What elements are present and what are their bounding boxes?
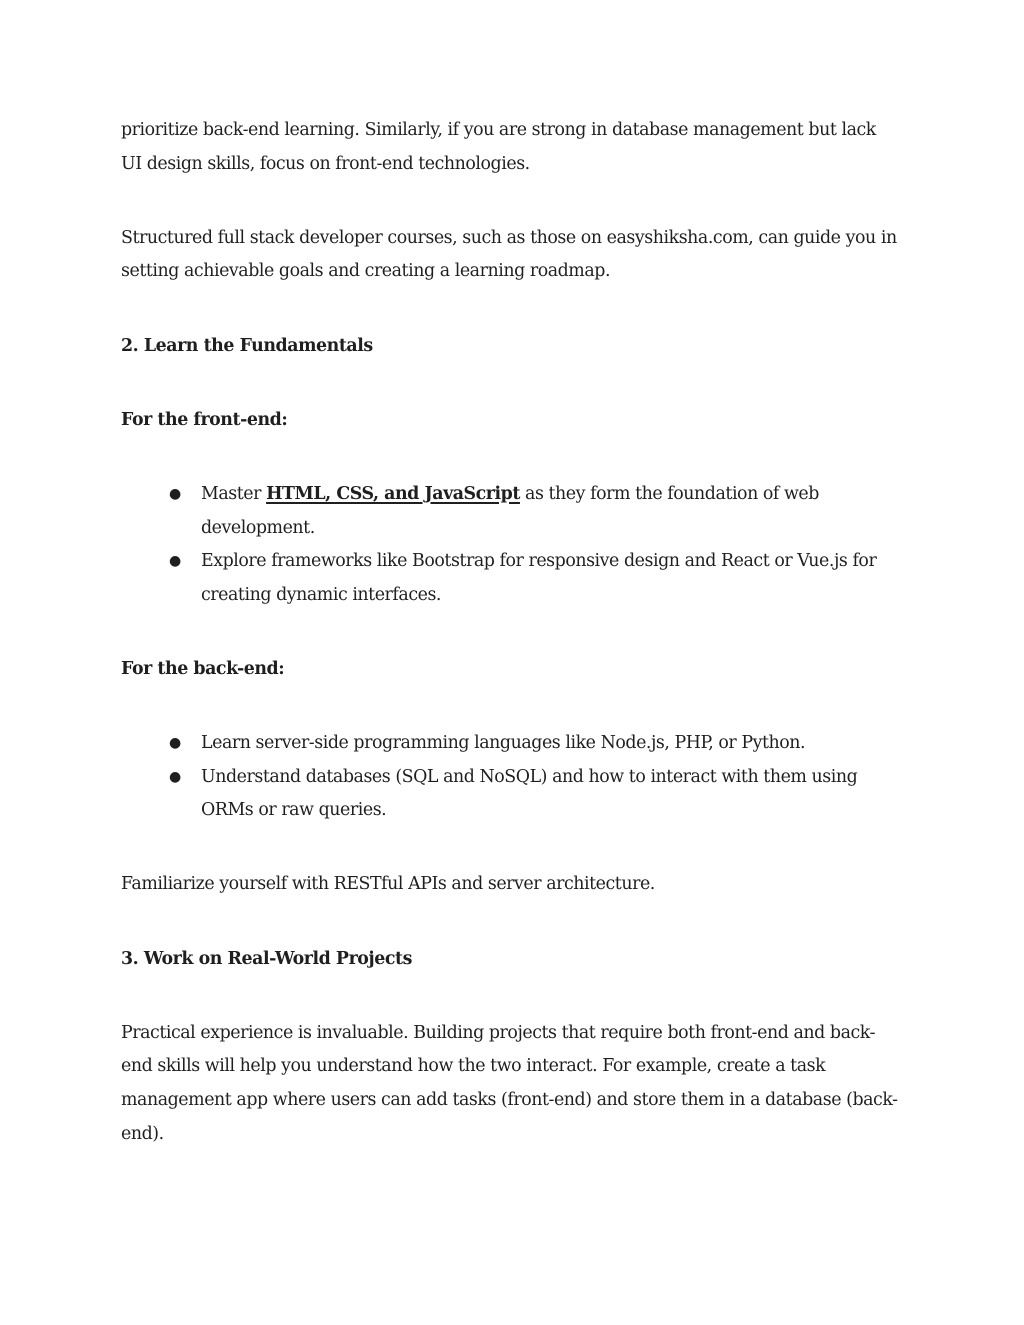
list-item-suffix: as they form the foundation of web development.: [201, 483, 819, 538]
subheading-back-end: For the back-end:: [121, 658, 285, 679]
list-item: [121, 478, 901, 545]
subheading-front-end: For the front-end:: [121, 409, 288, 430]
list-item-text: Explore frameworks like Bootstrap for responsive design and React or Vue.js for creating dynamic interfaces.: [201, 551, 877, 605]
document-page: [121, 114, 901, 1151]
bullet-icon: ●: [169, 768, 181, 785]
list-item-prefix: Master: [201, 483, 267, 504]
list-item-text: Understand databases (SQL and NoSQL) and how to interact with them using ORMs or raw queries.: [201, 766, 858, 821]
section-heading-fundamentals: 2. Learn the Fundamentals: [121, 335, 373, 356]
bullet-icon: ●: [169, 553, 181, 570]
courses-paragraph: Structured full stack developer courses, such as those on easyshiksha.com, can guide you in setting achievable goals and creating a learning roadmap.: [121, 227, 897, 282]
apis-paragraph: Familiarize yourself with RESTful APIs and server architecture.: [121, 874, 655, 895]
bullet-icon: ●: [169, 485, 181, 502]
html-css-js-link[interactable]: HTML, CSS, and JavaScript: [266, 483, 520, 504]
list-item: [121, 727, 901, 761]
front-end-list: [121, 478, 901, 612]
list-item-text: Learn server-side programming languages like Node.js, PHP, or Python.: [201, 733, 806, 754]
projects-paragraph: Practical experience is invaluable. Building projects that require both front-end and back-end skills will help you understand how the two interact. For example, create a task management app where users can add tasks (front-end) and store them in a database (back-end).: [121, 1022, 898, 1144]
back-end-list: [121, 727, 901, 828]
list-item: [121, 761, 901, 828]
bullet-icon: ●: [169, 735, 181, 752]
section-heading-projects: 3. Work on Real-World Projects: [121, 948, 412, 969]
list-item: [121, 545, 901, 612]
intro-paragraph: prioritize back-end learning. Similarly, if you are strong in database management but lack UI design skills, focus on front-end technologies.: [121, 120, 876, 174]
